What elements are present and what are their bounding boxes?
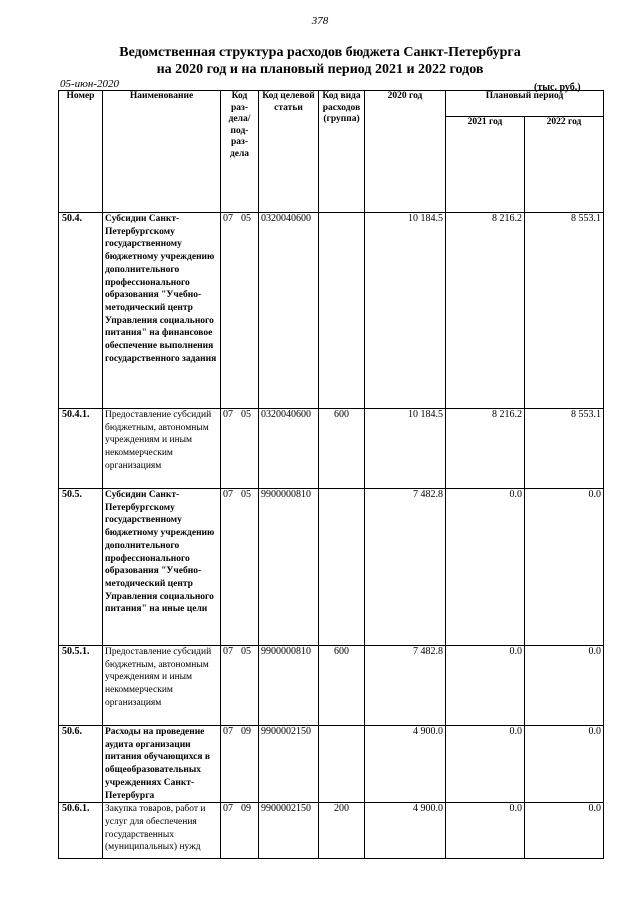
row-razdel-sub: 05	[241, 489, 251, 500]
row-2021: 0.0	[446, 489, 525, 646]
row-vid	[319, 726, 365, 803]
table-row	[59, 213, 604, 409]
table-body	[59, 213, 604, 859]
row-name: Субсидии Санкт-Петербургскому государственному бюджетному учреждению дополнительного профессионального образования "Учебно-методический центр Управления социального питания" на финансовое обеспечение выполнения государственного задания	[103, 213, 221, 409]
row-2021: 0.0	[446, 646, 525, 726]
row-razdel	[221, 646, 259, 726]
row-target: 9900002150	[259, 803, 319, 859]
row-2020: 4 900.0	[365, 726, 446, 803]
table-row	[59, 646, 604, 726]
header-target: Код целевой статьи	[259, 91, 319, 213]
document-date: 05-июн-2020	[60, 78, 120, 90]
header-2022: 2022 год	[525, 117, 604, 213]
row-2022: 0.0	[525, 489, 604, 646]
row-razdel-main: 07	[223, 409, 233, 420]
row-name: Предоставление субсидий бюджетным, автономным учреждениям и иным некоммерческим организациям	[103, 409, 221, 489]
row-target: 9900000810	[259, 489, 319, 646]
row-2022: 8 553.1	[525, 213, 604, 409]
row-2020: 4 900.0	[365, 803, 446, 859]
title-line-1: Ведомственная структура расходов бюджета Санкт-Петербурга	[119, 45, 521, 60]
row-razdel	[221, 726, 259, 803]
row-vid: 600	[319, 409, 365, 489]
row-razdel-main: 07	[223, 213, 233, 224]
row-razdel-sub: 05	[241, 646, 251, 657]
header-razdel: Код раз-дела/ под-раз-дела	[221, 91, 259, 213]
table-row	[59, 803, 604, 859]
row-name: Закупка товаров, работ и услуг для обеспечения государственных (муниципальных) нужд	[103, 803, 221, 859]
header-vid: Код вида расходов (группа)	[319, 91, 365, 213]
row-2021: 8 216.2	[446, 213, 525, 409]
row-number: 50.6.	[59, 726, 103, 803]
header-planned: Плановый период	[446, 91, 604, 117]
row-number: 50.5.1.	[59, 646, 103, 726]
row-razdel-sub: 05	[241, 409, 251, 420]
row-name: Субсидии Санкт-Петербургскому государственному бюджетному учреждению дополнительного профессионального образования "Учебно-методический центр Управления социального питания" на иные цели	[103, 489, 221, 646]
row-2022: 8 553.1	[525, 409, 604, 489]
row-razdel-sub: 05	[241, 213, 251, 224]
table-row	[59, 409, 604, 489]
units-label: (тыс. руб.)	[534, 82, 581, 93]
row-number: 50.4.	[59, 213, 103, 409]
row-razdel-sub: 09	[241, 803, 251, 815]
row-razdel-main: 07	[223, 489, 233, 500]
row-2020: 10 184.5	[365, 213, 446, 409]
row-vid: 200	[319, 803, 365, 859]
budget-table	[58, 90, 604, 859]
row-2020: 7 482.8	[365, 646, 446, 726]
row-target: 9900000810	[259, 646, 319, 726]
row-razdel-main: 07	[223, 726, 233, 737]
row-razdel-main: 07	[223, 803, 233, 815]
row-2022: 0.0	[525, 646, 604, 726]
row-2020: 10 184.5	[365, 409, 446, 489]
row-razdel-sub: 09	[241, 726, 251, 737]
row-vid: 600	[319, 646, 365, 726]
row-target: 0320040600	[259, 409, 319, 489]
row-2021: 0.0	[446, 803, 525, 859]
row-razdel	[221, 803, 259, 859]
row-razdel-main: 07	[223, 646, 233, 657]
table-row	[59, 726, 604, 803]
row-2020: 7 482.8	[365, 489, 446, 646]
row-2021: 0.0	[446, 726, 525, 803]
row-number: 50.5.	[59, 489, 103, 646]
document-title	[0, 44, 640, 78]
row-razdel	[221, 489, 259, 646]
row-2021: 8 216.2	[446, 409, 525, 489]
row-vid	[319, 213, 365, 409]
row-2022: 0.0	[525, 803, 604, 859]
header-2020: 2020 год	[365, 91, 446, 213]
row-target: 9900002150	[259, 726, 319, 803]
page-number: 378	[311, 15, 329, 27]
row-name: Предоставление субсидий бюджетным, автономным учреждениям и иным некоммерческим организациям	[103, 646, 221, 726]
title-line-2: на 2020 год и на плановый период 2021 и 2022 годов	[156, 62, 484, 77]
row-number: 50.6.1.	[59, 803, 103, 859]
row-razdel	[221, 213, 259, 409]
row-razdel	[221, 409, 259, 489]
table-row	[59, 489, 604, 646]
header-name: Наименование	[103, 91, 221, 213]
header-2021: 2021 год	[446, 117, 525, 213]
row-vid	[319, 489, 365, 646]
row-target: 0320040600	[259, 213, 319, 409]
row-name: Расходы на проведение аудита организации питания обучающихся в общеобразовательных учреждениях Санкт-Петербурга	[103, 726, 221, 803]
row-number: 50.4.1.	[59, 409, 103, 489]
row-2022: 0.0	[525, 726, 604, 803]
header-number: Номер	[59, 91, 103, 213]
